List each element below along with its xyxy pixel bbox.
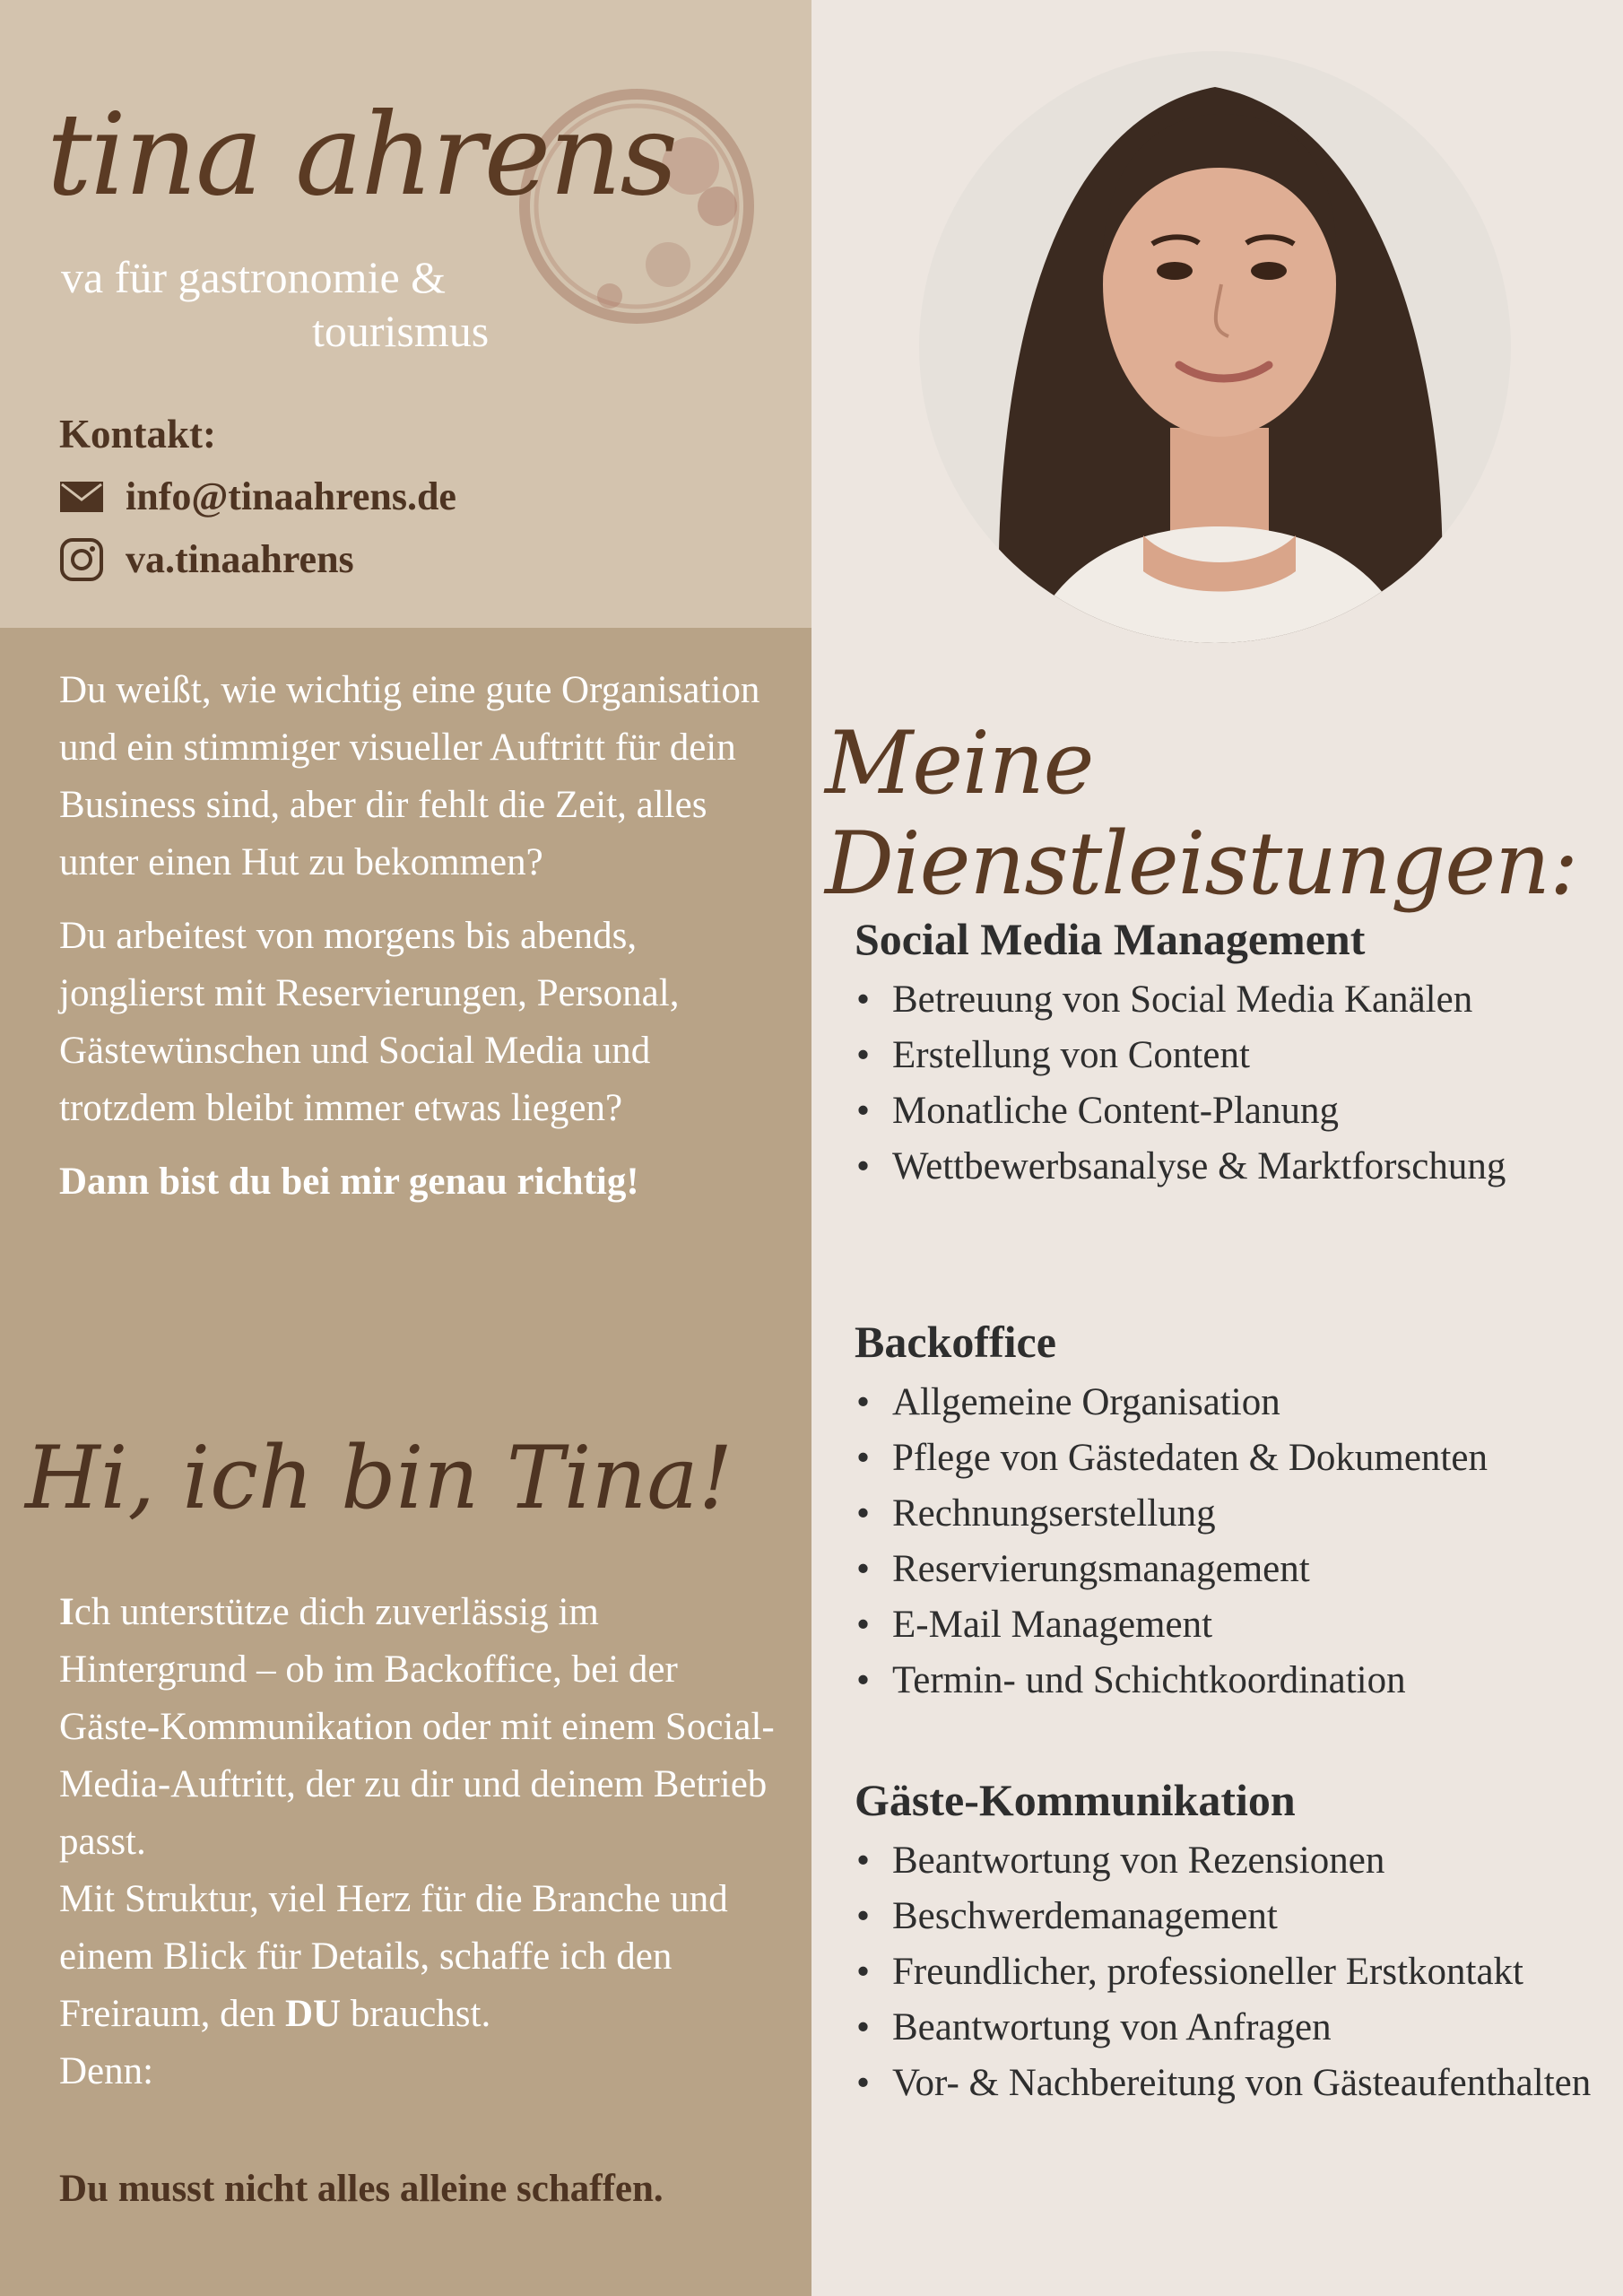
bio-line1: ch unterstütze dich zuverlässig im Hintergrund – ob im Backoffice, bei der Gäste-Kommunikation oder mit einem Social-Media-Auftritt, der zu dir und deinem Betrieb passt. <box>59 1591 775 1863</box>
brand-subtitle-line1: va für gastronomie & <box>61 252 447 302</box>
section-backoffice-title: Backoffice <box>855 1317 1056 1367</box>
bio-line2-strong: DU <box>284 1993 342 2035</box>
bio-line2-start: Mit Struktur, viel Herz für die Branche und einem Blick für Details, schaffe ich den Freiraum, den <box>59 1878 728 2035</box>
section-social-media-title: Social Media Management <box>855 914 1366 964</box>
logo <box>36 63 771 368</box>
section-guest-communication <box>855 1774 1608 2111</box>
intro-paragraph-1: Du weißt, wie wichtig eine gute Organisation und ein stimmiger visueller Auftritt für dein Business sind, aber dir fehlt die Zeit, alles unter einen Hut zu bekommen? <box>59 669 760 883</box>
brand-subtitle-line2: tourismus <box>312 306 490 356</box>
guest-communication-list <box>855 1833 1608 2111</box>
list-item: • Reservierungsmanagement <box>855 1542 1608 1597</box>
list-item: • Termin- und Schichtkoordination <box>855 1653 1608 1709</box>
profile-photo <box>919 51 1511 643</box>
contact-title: Kontakt: <box>59 412 217 457</box>
contact-instagram[interactable]: va.tinaahrens <box>126 537 354 581</box>
contact-instagram-row[interactable] <box>59 536 354 582</box>
social-media-list <box>855 972 1608 1195</box>
mail-icon <box>59 481 104 513</box>
section-guest-communication-title: Gäste-Kommunikation <box>855 1775 1296 1825</box>
bio-initial: I <box>59 1591 74 1633</box>
list-item: • Allgemeine Organisation <box>855 1375 1608 1431</box>
list-item: • Beantwortung von Anfragen <box>855 2000 1608 2056</box>
bio-paragraph-3: Denn: <box>59 2050 154 2092</box>
list-item: • Wettbewerbsanalyse & Marktforschung <box>855 1139 1608 1195</box>
brand-name: tina ahrens <box>47 89 677 221</box>
bio-paragraph-2 <box>59 1871 785 2043</box>
contact-email-row[interactable] <box>59 474 456 519</box>
section-social-media <box>855 913 1608 1195</box>
section-backoffice <box>855 1316 1608 1709</box>
intro-highlight: Dann bist du bei mir genau richtig! <box>59 1161 639 1203</box>
backoffice-list <box>855 1375 1608 1709</box>
profile-photo-illustration <box>919 51 1511 643</box>
list-item: • Vor- & Nachbereitung von Gästeaufenthalten <box>855 2056 1608 2111</box>
bio-text <box>59 1584 785 2100</box>
list-item: • Beschwerdemanagement <box>855 1889 1608 1944</box>
contact-email[interactable]: info@tinaahrens.de <box>126 474 456 518</box>
bio-line2-end: brauchst. <box>350 1993 491 2035</box>
list-item: • Betreuung von Social Media Kanälen <box>855 972 1608 1028</box>
list-item: • Rechnungserstellung <box>855 1486 1608 1542</box>
intro-text <box>59 662 777 1227</box>
list-item: • Erstellung von Content <box>855 1028 1608 1083</box>
services-title: Meine Dienstleistungen: <box>825 713 1578 914</box>
list-item: • Pflege von Gästedaten & Dokumenten <box>855 1431 1608 1486</box>
bio-paragraph-1 <box>59 1584 785 1871</box>
list-item: • E-Mail Management <box>855 1597 1608 1653</box>
bio-final-statement: Du musst nicht alles alleine schaffen. <box>59 2168 664 2210</box>
list-item: • Monatliche Content-Planung <box>855 1083 1608 1139</box>
list-item: • Freundlicher, professioneller Erstkontakt <box>855 1944 1608 2000</box>
intro-paragraph-2: Du arbeitest von morgens bis abends, jonglierst mit Reservierungen, Personal, Gästewünschen und Social Media und trotzdem bleibt immer etwas liegen? <box>59 915 680 1129</box>
list-item: • Beantwortung von Rezensionen <box>855 1833 1608 1889</box>
instagram-icon <box>59 537 104 582</box>
bio-title: Hi, ich bin Tina! <box>25 1428 733 1528</box>
